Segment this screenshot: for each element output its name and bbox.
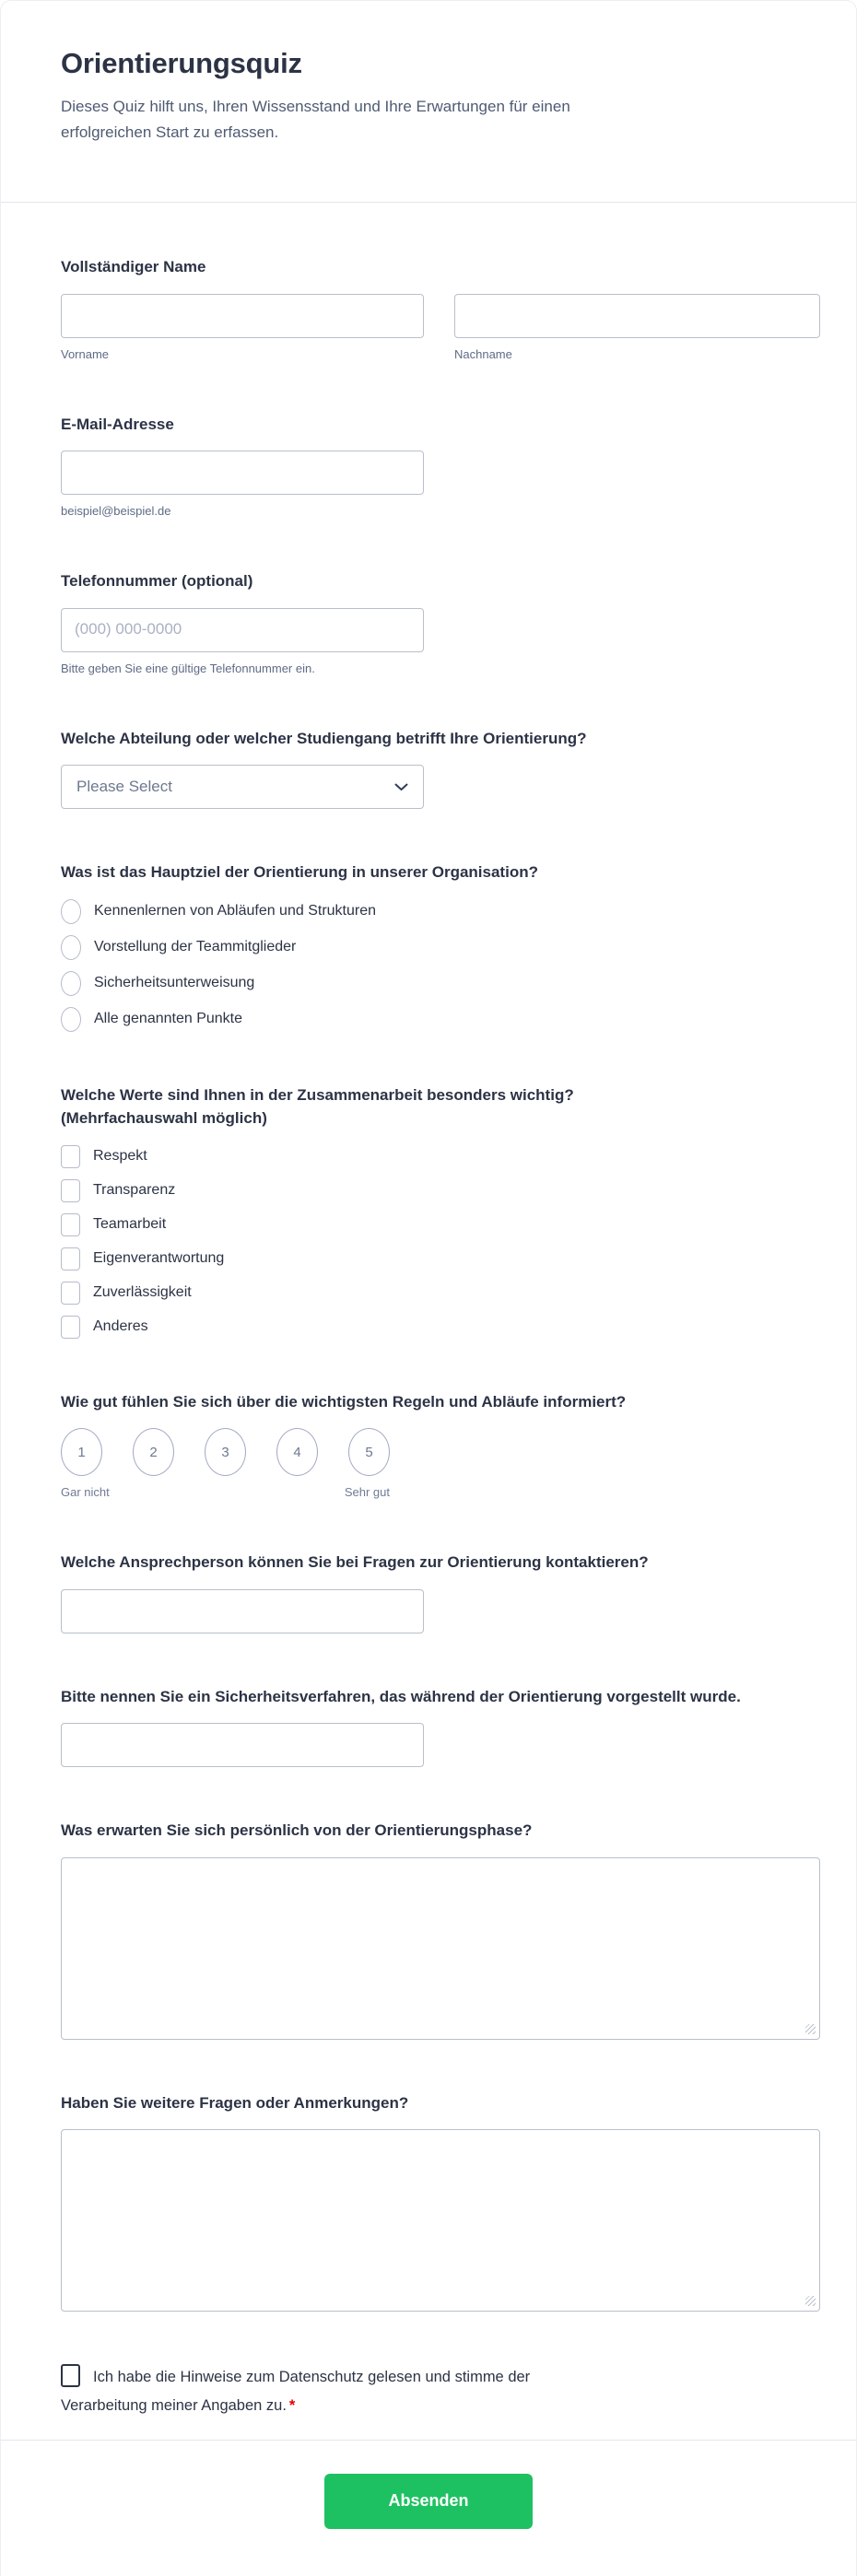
first-name-field-group bbox=[61, 294, 424, 361]
goal-option-3[interactable] bbox=[61, 971, 817, 996]
comments-textarea-wrap bbox=[61, 2129, 820, 2312]
security-procedure-input[interactable] bbox=[61, 1723, 424, 1767]
goal-option-1-label: Kennenlernen von Abläufen und Strukturen bbox=[94, 903, 377, 919]
contact-person-input[interactable] bbox=[61, 1589, 424, 1633]
contact-person-label: Welche Ansprechperson können Sie bei Fragen zur Orientierung kontaktieren? bbox=[61, 1553, 649, 1571]
values-option-3-label: Teamarbeit bbox=[93, 1216, 167, 1232]
values-option-4[interactable] bbox=[61, 1247, 817, 1270]
question-comments bbox=[61, 2091, 817, 2313]
scale-max-label: Sehr gut bbox=[344, 1485, 390, 1499]
full-name-label: Vollständiger Name bbox=[61, 258, 206, 275]
form-body bbox=[1, 203, 856, 2421]
form-header bbox=[1, 1, 856, 203]
values-option-4-label: Eigenverantwortung bbox=[93, 1250, 225, 1266]
values-option-6[interactable] bbox=[61, 1316, 817, 1339]
radio-icon bbox=[61, 1007, 81, 1032]
email-label: E-Mail-Adresse bbox=[61, 415, 174, 433]
scale-option-1[interactable]: 1 bbox=[61, 1428, 102, 1476]
question-department bbox=[61, 727, 817, 810]
checkbox-icon bbox=[61, 1179, 80, 1202]
form-footer bbox=[1, 2440, 856, 2576]
phone-label: Telefonnummer (optional) bbox=[61, 572, 253, 590]
values-option-1[interactable] bbox=[61, 1145, 817, 1168]
form-subtitle: Dieses Quiz hilft uns, Ihren Wissensstand und Ihre Erwartungen für einen erfolgreichen Start zu erfassen. bbox=[61, 98, 570, 141]
scale-labels bbox=[61, 1485, 390, 1499]
checkbox-icon bbox=[61, 1213, 80, 1236]
submit-button[interactable]: Absenden bbox=[324, 2474, 533, 2529]
radio-icon bbox=[61, 971, 81, 996]
question-phone bbox=[61, 569, 817, 675]
values-option-6-label: Anderes bbox=[93, 1318, 148, 1334]
scale-row bbox=[61, 1428, 817, 1476]
radio-icon bbox=[61, 935, 81, 960]
expectations-textarea-wrap bbox=[61, 1857, 820, 2040]
values-label-line2: (Mehrfachauswahl möglich) bbox=[61, 1109, 267, 1127]
scale-min-label: Gar nicht bbox=[61, 1485, 110, 1499]
radio-icon bbox=[61, 899, 81, 924]
resize-handle[interactable] bbox=[805, 2296, 816, 2306]
goal-option-2-label: Vorstellung der Teammitglieder bbox=[94, 939, 297, 954]
question-security-procedure bbox=[61, 1685, 817, 1768]
scale-option-2[interactable]: 2 bbox=[133, 1428, 174, 1476]
email-sublabel: beispiel@beispiel.de bbox=[61, 504, 171, 518]
question-informed-scale bbox=[61, 1390, 817, 1500]
resize-handle[interactable] bbox=[805, 2024, 816, 2034]
department-label: Welche Abteilung oder welcher Studiengang betrifft Ihre Orientierung? bbox=[61, 729, 587, 747]
first-name-sublabel: Vorname bbox=[61, 346, 110, 361]
consent-checkbox-row[interactable] bbox=[61, 2363, 563, 2421]
goal-option-2[interactable] bbox=[61, 935, 817, 960]
values-option-5[interactable] bbox=[61, 1282, 817, 1305]
question-expectations bbox=[61, 1819, 817, 2040]
consent-checkbox-icon[interactable] bbox=[61, 2364, 80, 2387]
expectations-textarea[interactable] bbox=[61, 1857, 820, 2040]
last-name-field-group bbox=[454, 294, 817, 361]
goal-option-4[interactable] bbox=[61, 1007, 817, 1032]
goal-option-4-label: Alle genannten Punkte bbox=[94, 1011, 243, 1026]
question-values bbox=[61, 1083, 817, 1339]
security-procedure-label: Bitte nennen Sie ein Sicherheitsverfahren, das während der Orientierung vorgestellt wurde. bbox=[61, 1687, 741, 1705]
checkbox-icon bbox=[61, 1145, 80, 1168]
values-option-1-label: Respekt bbox=[93, 1148, 147, 1164]
goal-option-3-label: Sicherheitsunterweisung bbox=[94, 975, 255, 990]
expectations-label: Was erwarten Sie sich persönlich von der Orientierungsphase? bbox=[61, 1821, 533, 1839]
consent-label: Ich habe die Hinweise zum Datenschutz gelesen und stimme der Verarbeitung meiner Angaben zu. bbox=[61, 2369, 531, 2415]
values-label: Welche Werte sind Ihnen in der Zusammenarbeit besonders wichtig? bbox=[61, 1085, 574, 1104]
question-full-name bbox=[61, 255, 817, 361]
question-goal bbox=[61, 861, 817, 1032]
values-option-2[interactable] bbox=[61, 1179, 817, 1202]
chevron-down-icon bbox=[394, 783, 408, 791]
comments-label: Haben Sie weitere Fragen oder Anmerkungen? bbox=[61, 2093, 409, 2112]
last-name-input[interactable] bbox=[454, 294, 820, 338]
page-title: Orientierungsquiz bbox=[61, 47, 302, 79]
informed-label: Wie gut fühlen Sie sich über die wichtigsten Regeln und Abläufe informiert? bbox=[61, 1392, 627, 1411]
phone-hint: Bitte geben Sie eine gültige Telefonnummer ein. bbox=[61, 661, 315, 675]
question-email bbox=[61, 413, 817, 519]
department-select-value: Please Select bbox=[76, 778, 172, 795]
scale-option-4[interactable]: 4 bbox=[276, 1428, 318, 1476]
required-asterisk: * bbox=[288, 2397, 296, 2415]
phone-input[interactable] bbox=[61, 608, 424, 652]
question-contact-person bbox=[61, 1551, 817, 1633]
scale-option-5[interactable]: 5 bbox=[348, 1428, 390, 1476]
department-select[interactable] bbox=[61, 765, 424, 809]
checkbox-icon bbox=[61, 1247, 80, 1270]
values-option-3[interactable] bbox=[61, 1213, 817, 1236]
scale-option-3[interactable]: 3 bbox=[205, 1428, 246, 1476]
comments-textarea[interactable] bbox=[61, 2129, 820, 2312]
values-option-2-label: Transparenz bbox=[93, 1182, 176, 1198]
first-name-input[interactable] bbox=[61, 294, 424, 338]
goal-option-1[interactable] bbox=[61, 899, 817, 924]
email-input[interactable] bbox=[61, 451, 424, 495]
checkbox-icon bbox=[61, 1316, 80, 1339]
last-name-sublabel: Nachname bbox=[454, 346, 512, 361]
checkbox-icon bbox=[61, 1282, 80, 1305]
values-option-5-label: Zuverlässigkeit bbox=[93, 1284, 192, 1300]
goal-label: Was ist das Hauptziel der Orientierung in unserer Organisation? bbox=[61, 863, 538, 881]
